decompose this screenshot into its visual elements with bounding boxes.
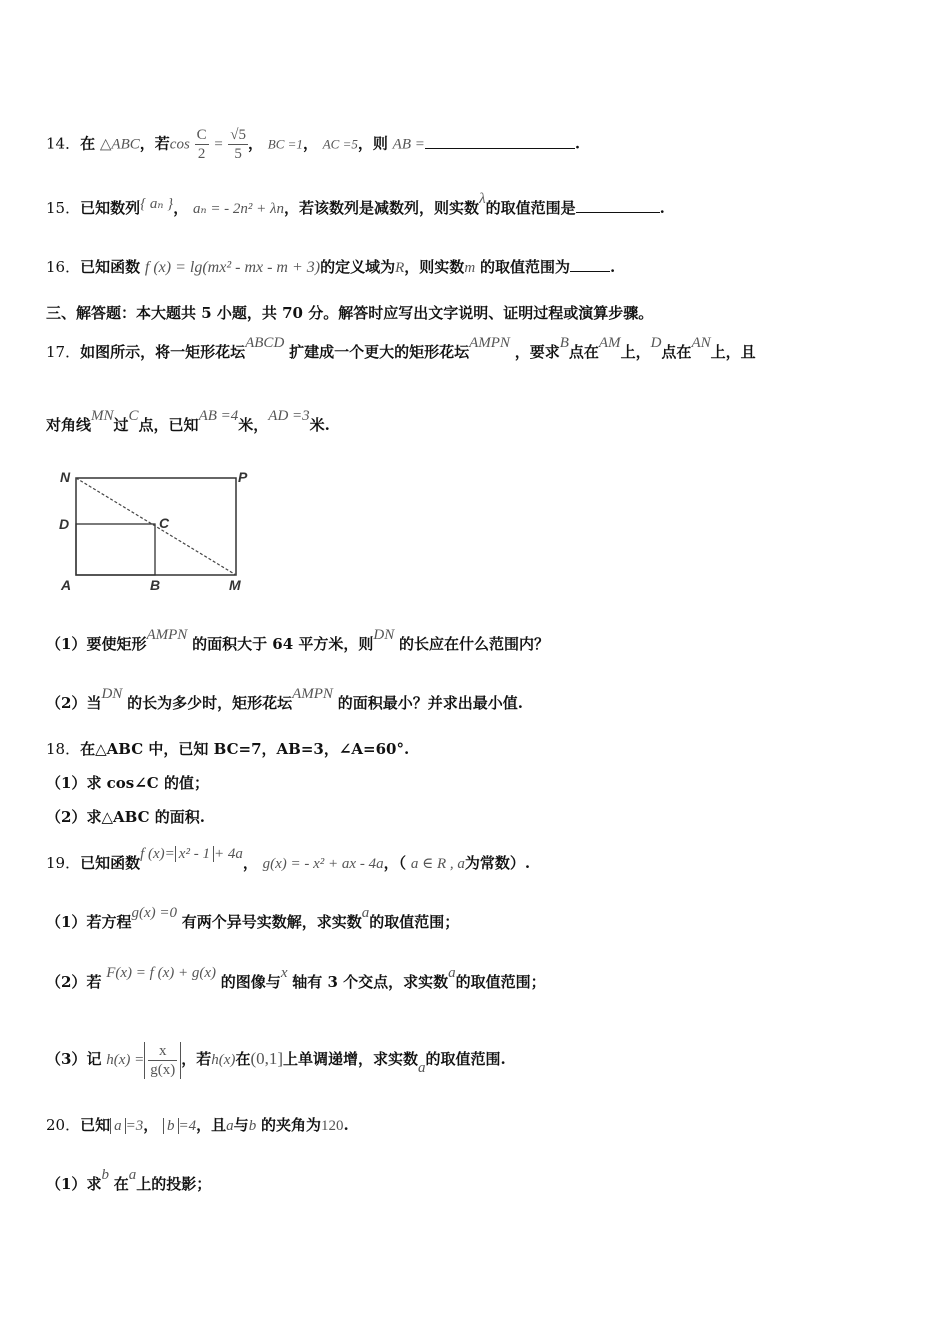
q15-sequence: { aₙ } <box>140 196 174 212</box>
label-a: A <box>61 577 72 593</box>
q17-part-2: （2）当DN 的长为多少时，矩形花坛AMPN 的面积最小？并求出最小值. <box>46 686 523 712</box>
question-18: 18．在△ABC 中，已知 BC=7，AB=3，∠A=60°. <box>46 740 410 758</box>
q19-part-3: （3）记 h(x) = $\frac{x}{g(x)}$ ，若h(x)在(0,1]上单调递增，求实数a的取值范围. <box>46 1042 506 1078</box>
q19-frac: $\frac{x}{g(x)}$ <box>150 1042 176 1078</box>
q17-figure <box>56 468 256 596</box>
q17-part-1: （1）要使矩形AMPN 的面积大于 64 平方米，则DN 的长应在什么范围内？ <box>46 627 550 653</box>
rect-ampn <box>76 478 236 575</box>
q16-function: f (x) = lg(mx² - mx - m + 3) <box>144 259 321 276</box>
q19-part-2: （2）若 F(x) = f (x) + g(x) 的图像与x 轴有 3 个交点，求实数a的取值范围； <box>46 965 546 991</box>
q20-part-1: （1）求b 在a上的投影； <box>46 1167 212 1193</box>
question-16: 16．已知函数 f (x) = lg(mx² - mx - m + 3)的定义域为R，则实数m 的取值范围为 . <box>46 258 616 276</box>
label-m: M <box>229 577 241 593</box>
label-p: P <box>238 469 248 485</box>
answer-blank-16[interactable] <box>570 257 610 272</box>
label-b: B <box>150 577 161 593</box>
label-c: C <box>159 515 170 531</box>
section-3-heading: 三、解答题：本大题共 5 小题，共 70 分。解答时应写出文字说明、证明过程或演算步骤。 <box>46 304 654 322</box>
q19-part-1: （1）若方程g(x) =0 有两个异号实数解，求实数a的取值范围； <box>46 905 460 931</box>
q14-frac-sqrt5: $\frac{√5}{5}$ <box>230 127 246 162</box>
question-15: 15．已知数列{ aₙ }， aₙ = - 2n² + λn，若该数列是减数列，则实数λ的取值范围是 . <box>46 191 665 217</box>
answer-blank-15[interactable] <box>576 198 660 213</box>
q14-ab: AB = <box>392 136 425 153</box>
q18-part-2: （2）求△ABC 的面积. <box>46 808 205 826</box>
question-17: 17．如图所示，将一矩形花坛ABCD 扩建成一个更大的矩形花坛AMPN ，要求B点在AM上，D点在AN上，且 <box>46 335 756 361</box>
answer-blank-14[interactable] <box>425 134 575 149</box>
question-20: 20．已知 a =3， b =4，且a与b 的夹角为120. <box>46 1116 349 1134</box>
q14-bc: BC =1 <box>267 136 303 152</box>
q14-number: 14． <box>46 134 81 153</box>
question-17-cont: 对角线MN过C点，已知AB =4米，AD =3米. <box>46 408 330 434</box>
q15-formula: aₙ = - 2n² + λn <box>192 201 285 217</box>
question-19: 19．已知函数f (x)= x² - 1 + 4a， g(x) = - x² + ax - 4a，（ a ∈ R , a为常数）. <box>46 846 531 872</box>
question-14: 14．在 △ABC，若cos $\frac{C}{2}$ = $\frac{√5}{5}$ ， BC =1， AC =5，则 AB = . <box>46 127 581 162</box>
label-n: N <box>60 469 71 485</box>
q14-ac: AC =5 <box>322 136 358 152</box>
q14-frac-c2: $\frac{C}{2}$ <box>196 127 207 162</box>
q14-triangle: △ABC <box>99 136 140 153</box>
label-d: D <box>59 516 70 532</box>
diagonal-mn <box>76 478 236 575</box>
q18-part-1: （1）求 cos∠C 的值； <box>46 774 209 792</box>
rect-abcd <box>76 524 155 575</box>
